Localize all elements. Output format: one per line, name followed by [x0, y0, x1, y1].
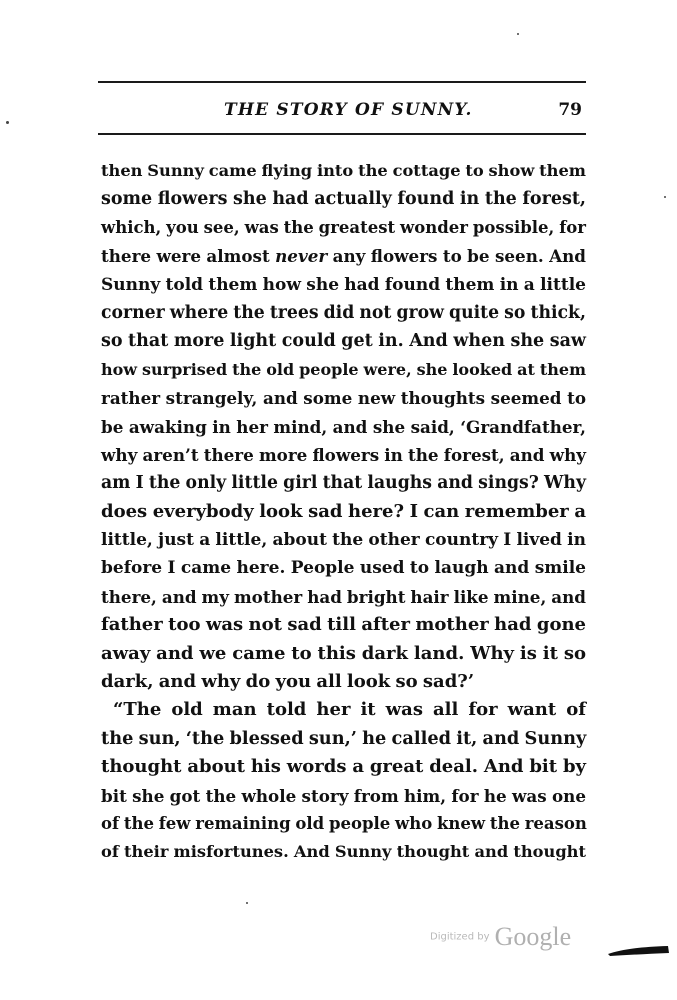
- watermark-prefix: Digitized by: [430, 931, 490, 943]
- page-number: 79: [558, 100, 582, 120]
- running-head: [98, 100, 586, 128]
- header-rule-top: [98, 81, 586, 83]
- text-line: so that more light could get in. And when she saw: [101, 331, 586, 352]
- text-line: father too was not sad till after mother had gone: [101, 614, 586, 636]
- text-fragment: there were almost: [101, 246, 276, 267]
- text-line: Sunny told them how she had found them in a little: [101, 274, 586, 295]
- google-logo: Google: [494, 922, 572, 951]
- text-line: why aren’t there more flowers in the forest, and why: [101, 444, 586, 465]
- text-line: “The old man told her it was all for want of: [113, 699, 586, 721]
- text-line: thought about his words a great deal. And bit by: [101, 756, 586, 778]
- text-line: does everybody look sad here? I can remember a: [101, 500, 586, 522]
- text-line: of their misfortunes. And Sunny thought and thought: [101, 842, 586, 862]
- ink-smudge: [606, 944, 670, 958]
- text-line: [101, 242, 586, 270]
- text-fragment: any flowers to be seen. And: [327, 246, 586, 267]
- emphasized-word: never: [275, 246, 328, 267]
- ink-speck: [246, 902, 248, 904]
- digitized-watermark: [430, 922, 571, 958]
- ink-speck: [664, 196, 666, 198]
- header-rule-bottom: [98, 133, 586, 135]
- text-line: dark, and why do you all look so sad?’: [101, 671, 475, 693]
- body-text: [101, 157, 586, 867]
- text-line: away and we came to this dark land. Why is it so: [101, 642, 586, 664]
- text-line: there, and my mother had bright hair like mine, and: [101, 586, 586, 607]
- text-line: corner where the trees did not grow quite so thick,: [101, 302, 586, 323]
- text-line: be awaking in her mind, and she said, ‘Grandfather,: [101, 416, 586, 437]
- text-line: before I came here. People used to laugh and smile: [101, 558, 586, 579]
- ink-speck: [6, 121, 9, 124]
- text-line: of the few remaining old people who knew the reason: [101, 813, 587, 833]
- text-line: how surprised the old people were, she looked at them: [101, 359, 586, 379]
- text-line: rather strangely, and some new thoughts seemed to: [101, 388, 586, 409]
- text-line: little, just a little, about the other country I lived in: [101, 530, 586, 551]
- text-line: then Sunny came flying into the cottage to show them: [101, 161, 586, 180]
- text-line: which, you see, was the greatest wonder possible, for: [101, 217, 586, 237]
- text-line: some flowers she had actually found in the forest,: [101, 189, 586, 210]
- ink-speck: [517, 33, 519, 35]
- text-line: the sun, ‘the blessed sun,’ he called it, and Sunny: [101, 727, 587, 749]
- text-line: am I the only little girl that laughs and sings? Why: [101, 473, 586, 494]
- running-head-title: THE STORY OF SUNNY.: [224, 100, 473, 120]
- text-line: bit she got the whole story from him, for he was one: [101, 785, 586, 806]
